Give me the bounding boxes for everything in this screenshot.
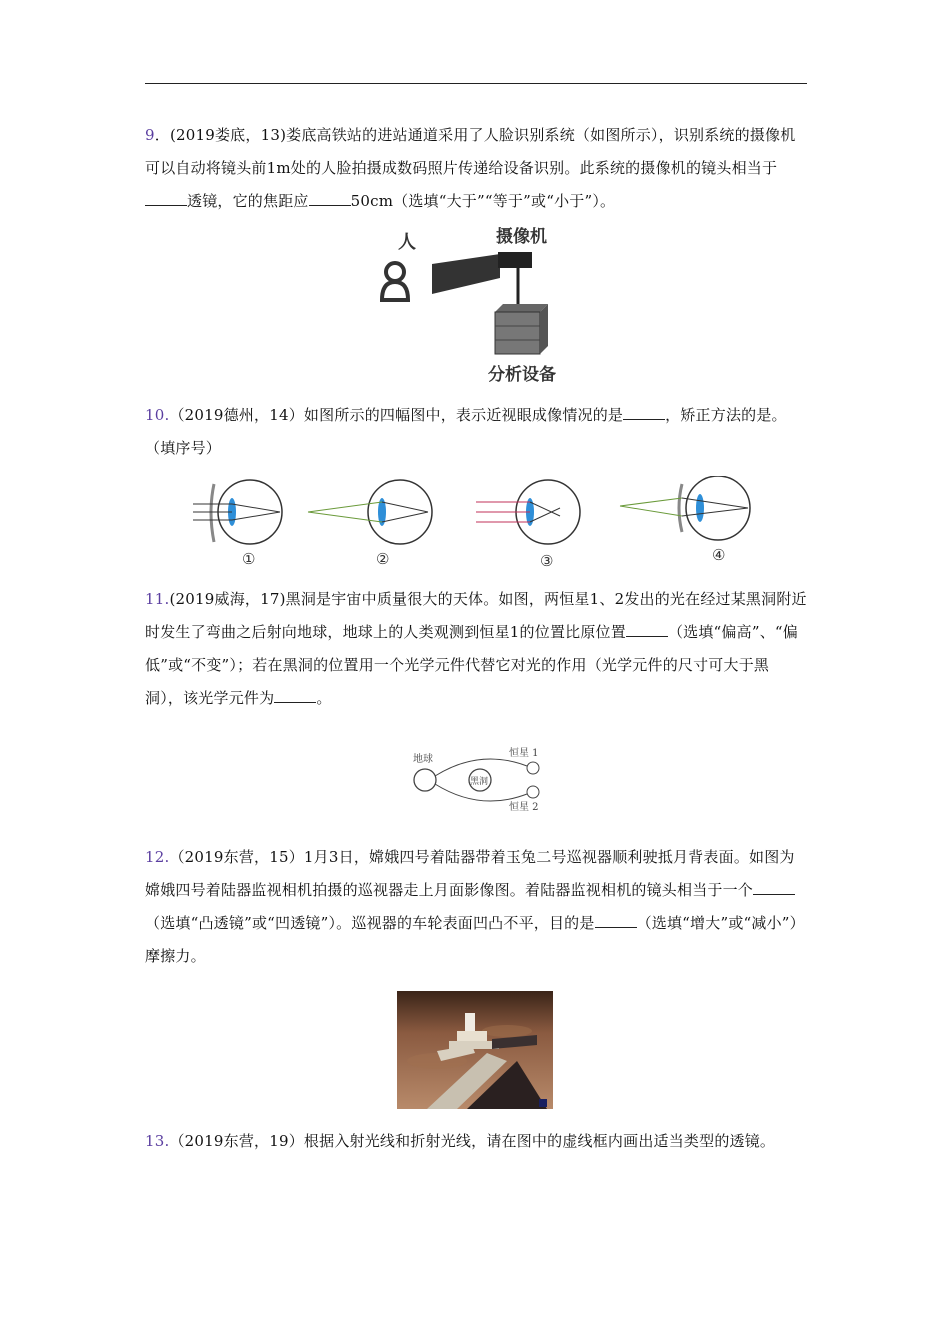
black-hole-label: 黑洞 bbox=[470, 777, 489, 787]
question-number: 9 bbox=[145, 126, 155, 144]
star-2-label: 恒星 2 bbox=[509, 802, 539, 813]
eye-diagram-3 bbox=[476, 480, 580, 570]
answer-blank[interactable] bbox=[309, 191, 351, 206]
answer-blank[interactable] bbox=[626, 622, 668, 637]
light-path-1 bbox=[435, 759, 527, 776]
answer-blank[interactable] bbox=[753, 880, 795, 895]
question-9: 9．(2019娄底，13)娄底高铁站的进站通道采用了人脸识别系统（如图所示），识别系统的摄像机可以自动将镜头前1m处的人脸拍摄成数码照片传递给设备识别。此系统的摄像机的镜头相当于透镜，它的焦距应 50cm（选填“大于”“等于”或“小于”）。 bbox=[145, 126, 796, 210]
eye-label-1: ① bbox=[242, 550, 256, 568]
camera-label: 摄像机 bbox=[496, 227, 547, 247]
device-label: 分析设备 bbox=[488, 365, 556, 385]
camera-body bbox=[498, 252, 532, 268]
person-label: 人 bbox=[398, 232, 416, 253]
eye-diagram-1 bbox=[193, 480, 282, 568]
answer-blank[interactable] bbox=[145, 191, 187, 206]
question-number: 13. bbox=[145, 1132, 170, 1150]
earth-label: 地球 bbox=[413, 754, 433, 765]
star-1 bbox=[527, 762, 539, 774]
question-12: 12.（2019东营，15）1月3日，嫦娥四号着陆器带着玉兔二号巡视器顺利驶抵月背表面。如图为嫦娥四号着陆器监视相机拍摄的巡视器走上月面影像图。着陆器监视相机的镜头相当于一个（选填“凸透镜”或“凹透镜”）。巡视器的车轮表面凹凸不平，目的是 （选填“增大”或“减小”）摩擦力。 bbox=[145, 848, 805, 965]
device-top bbox=[495, 304, 548, 312]
eye-label-3: ③ bbox=[540, 552, 554, 570]
person-body bbox=[382, 282, 408, 300]
eye-diagram-2 bbox=[308, 480, 432, 568]
answer-blank[interactable] bbox=[274, 688, 316, 703]
star-2 bbox=[527, 786, 539, 798]
question-number: 12. bbox=[145, 848, 170, 866]
question-11: 11.(2019威海，17)黑洞是宇宙中质量很大的天体。如图，两恒星1、2发出的光在经过某黑洞附近时发生了弯曲之后射向地球，地球上的人类观测到恒星1的位置比原位置 （选填“偏高”、“偏低”或“不变”）；若在黑洞的位置用一个光学元件代替它对光的作用（光学元件的尺寸可大于黑洞），该光学元件为 。 bbox=[145, 590, 807, 707]
eye-label-2: ② bbox=[376, 550, 390, 568]
eye-diagram-4 bbox=[620, 476, 750, 564]
eye-label-4: ④ bbox=[712, 546, 726, 564]
person-head bbox=[386, 263, 404, 281]
question-number: 10. bbox=[145, 406, 170, 424]
answer-blank[interactable] bbox=[623, 405, 665, 420]
black-hole-figure bbox=[405, 744, 555, 814]
star-1-label: 恒星 1 bbox=[509, 748, 539, 759]
earth-circle bbox=[414, 769, 436, 791]
lunar-rover-photo bbox=[397, 991, 553, 1109]
header-rule bbox=[145, 83, 807, 84]
question-number: 11. bbox=[145, 590, 170, 608]
device-box bbox=[495, 312, 540, 354]
eye-diagrams-figure bbox=[188, 476, 768, 570]
question-10: 10.（2019德州，14）如图所示的四幅图中，表示近视眼成像情况的是 ，矫正方法的是。（填序号） bbox=[145, 406, 787, 457]
face-recognition-figure bbox=[370, 222, 580, 387]
answer-blank[interactable] bbox=[595, 913, 637, 928]
question-13: 13.（2019东营，19）根据入射光线和折射光线，请在图中的虚线框内画出适当类型的透镜。 bbox=[145, 1132, 776, 1150]
camera-beam bbox=[432, 254, 500, 294]
